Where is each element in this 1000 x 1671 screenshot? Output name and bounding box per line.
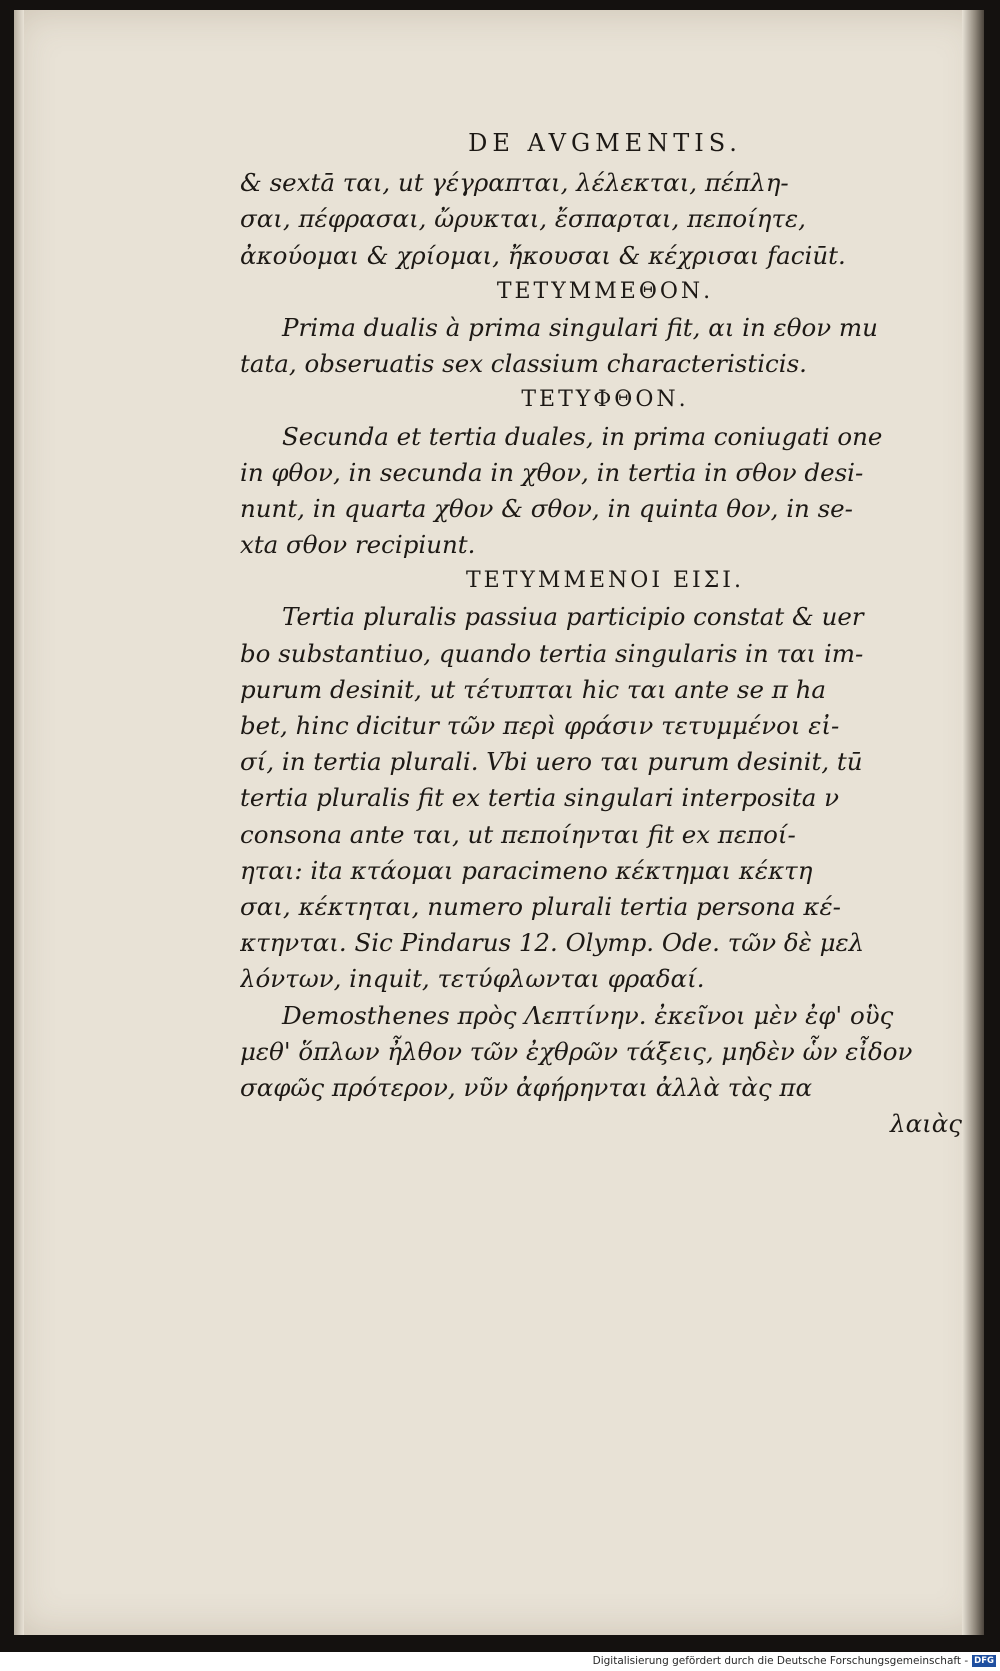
text-line: in φθον, in secunda in χθον, in tertia in σθον desi- xyxy=(240,457,864,487)
text-line: tata, obseruatis sex classium characteristicis. xyxy=(240,349,807,379)
catchword: λαιὰς xyxy=(890,1109,962,1139)
text-line: σαφῶς πρότερον, νῦν ἀφήρηνται ἀλλὰ τὰς πα xyxy=(240,1072,812,1102)
text-line: bo substantiuo, quando tertia singularis in ται im- xyxy=(240,638,864,668)
text-line: σαι, πέφρασαι, ὤρυκται, ἔσπαρται, πεποίητε, xyxy=(240,204,806,234)
digitization-footer xyxy=(0,1652,1000,1671)
text-line: nunt, in quarta χθον & σθον, in quinta θον, in se- xyxy=(240,493,853,523)
section-heading: ΤΕΤΥΦΘΟΝ. xyxy=(521,387,689,413)
text-line: Prima dualis à prima singulari fit, αι in εθον mu xyxy=(282,312,878,342)
page-gutter-shadow xyxy=(14,10,24,1635)
text-line: Demosthenes πρὸς Λεπτίνην. ἐκεῖνοι μὲν ἐφ' οὓς xyxy=(282,1000,894,1030)
text-line: Secunda et tertia duales, in prima coniugati one xyxy=(282,421,883,451)
text-line: bet, hinc dicitur τῶν περὶ φράσιν τετυμμένοι εἰ- xyxy=(240,711,840,740)
text-line: σί, in tertia plurali. Vbi uero ται purum desinit, tū xyxy=(240,747,863,777)
section-heading: ΤΕΤΥΜΜΕΝΟΙ ΕΙΣΙ. xyxy=(465,568,744,594)
text-line: ἀκούομαι & χρίομαι, ἤκουσαι & κέχρισαι faciūt. xyxy=(240,240,846,270)
text-line: σαι, κέκτηται, numero plurali tertia persona κέ- xyxy=(240,891,841,921)
text-line: xta σθον recipiunt. xyxy=(240,530,476,560)
text-line: λόντων, inquit, τετύφλωνται φραδαί. xyxy=(240,964,705,994)
text-line: tertia pluralis fit ex tertia singulari interposita ν xyxy=(240,783,840,813)
text-line: & sextā ται, ut γέγραπται, λέλεκται, πέπλη- xyxy=(240,168,789,198)
dfg-logo: DFG xyxy=(974,1656,994,1666)
running-head: DE AVGMENTIS. xyxy=(468,129,742,157)
section-heading: ΤΕΤΥΜΜΕΘΟΝ. xyxy=(496,278,714,304)
text-line: consona ante ται, ut πεποίηνται fit ex πεποί- xyxy=(240,819,796,849)
page-text xyxy=(240,125,970,1142)
text-line: ηται: ita κτάομαι paracimeno κέκτημαι κέκτη xyxy=(240,855,813,885)
text-line: κτηνται. Sic Pindarus 12. Olymp. Ode. τῶν δὲ μελ xyxy=(240,928,865,958)
text-line: Tertia pluralis passiua participio constat & uer xyxy=(282,602,864,632)
text-line: μεθ' ὅπλων ἦλθον τῶν ἐχθρῶν τάξεις, μηδὲν ὧν εἶδον xyxy=(240,1036,913,1066)
footer-credit: Digitalisierung gefördert durch die Deutsche Forschungsgemeinschaft - xyxy=(592,1655,969,1667)
text-line: purum desinit, ut τέτυπται hic ται ante se π ha xyxy=(240,674,827,704)
